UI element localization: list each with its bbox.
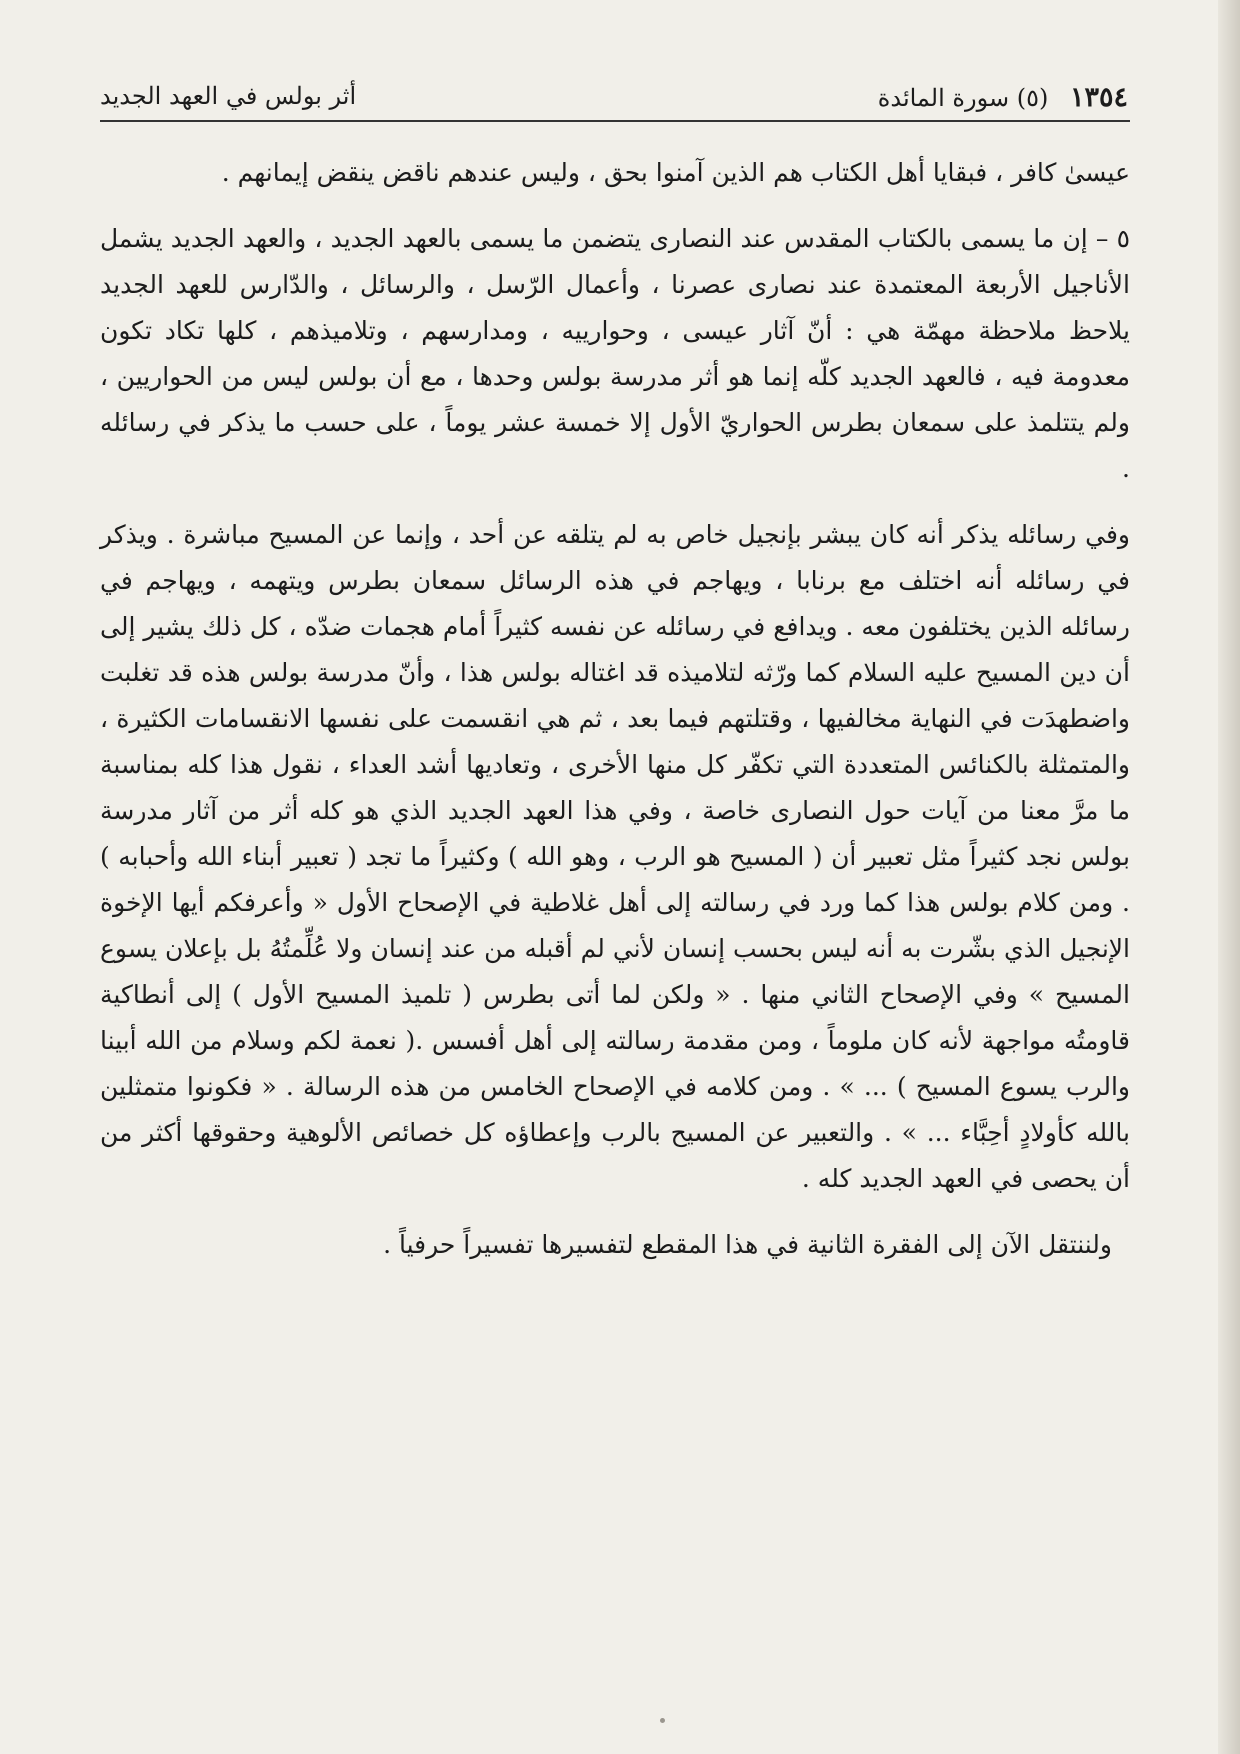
print-speck	[660, 1718, 665, 1723]
paragraph-continuation: عيسىٰ كافر ، فبقايا أهل الكتاب هم الذين آمنوا بحق ، وليس عندهم ناقض ينقض إيمانهم .	[221, 158, 1130, 187]
header-rule	[100, 120, 1130, 122]
header-right-group	[878, 82, 1128, 113]
paragraph-paul-letters: وفي رسائله يذكر أنه كان يبشر بإنجيل خاص به لم يتلقه عن أحد ، وإنما عن المسيح مباشرة . ويذكر في رسائله أنه اختلف مع برنابا ، ويهاجم في هذه الرسائل سمعان بطرس ويتهمه ، ويهاجم في رسائله الذين يختلفون معه . ويدافع في رسائله عن نفسه كثيراً أمام هجمات ضدّه ، كل ذلك يشير إلى أن دين المسيح عليه السلام كما ورّثه لتلاميذه قد اغتاله بولس هذا ، وأنّ مدرسة بولس هذه قد تغلبت واضطهدَت في النهاية مخالفيها ، وقتلتهم فيما بعد ، ثم هي انقسمت على نفسها الانقسامات الكثيرة ، والمتمثلة بالكنائس المتعددة التي تكفّر كل منها الأخرى ، وتعاديها أشد العداء ، نقول هذا كله بمناسبة ما مرَّ معنا من آيات حول النصارى خاصة ، وفي هذا العهد الجديد الذي هو كله أثر من آثار مدرسة بولس نجد كثيراً مثل تعبير أن ( المسيح هو الرب ، وهو الله ) وكثيراً ما تجد ( تعبير أبناء الله وأحبابه ) . ومن كلام بولس هذا كما ورد في رسالته إلى أهل غلاطية في الإصحاح الأول « وأعرفكم أيها الإخوة الإنجيل الذي بشّرت به أنه ليس بحسب إنسان لأني لم أقبله من عند إنسان ولا عُلِّمتُهُ بل بإعلان يسوع المسيح » وفي الإصحاح الثاني منها . « ولكن لما أتى بطرس ( تلميذ المسيح الأول ) إلى أنطاكية قاومتُه مواجهة لأنه كان ملوماً ، ومن مقدمة رسالته إلى أهل أفسس .( نعمة لكم وسلام من الله أبينا والرب يسوع المسيح ) ... » . ومن كلامه في الإصحاح الخامس من هذه الرسالة . « فكونوا متمثلين بالله كأولادٍ أحِبَّاء ... » . والتعبير عن المسيح بالرب وإعطاؤه كل خصائص الألوهية وحقوقها أكثر من أن يحصى في العهد الجديد كله .	[100, 520, 1130, 1193]
paragraph-point-5: ٥ – إن ما يسمى بالكتاب المقدس عند النصارى يتضمن ما يسمى بالعهد الجديد ، والعهد الجديد يشمل الأناجيل الأربعة المعتمدة عند نصارى عصرنا ، وأعمال الرّسل ، والرسائل ، والدّارس للعهد الجديد يلاحظ ملاحظة مهمّة هي : أنّ آثار عيسى ، وحوارييه ، ومدارسهم ، وتلاميذهم ، كلها تكاد تكون معدومة فيه ، فالعهد الجديد كلّه إنما هو أثر مدرسة بولس وحدها ، مع أن بولس ليس من الحواريين ، ولم يتتلمذ على سمعان بطرس الحواريّ الأول إلا خمسة عشر يوماً ، على حسب ما يذكر في رسائله .	[100, 224, 1130, 483]
body-text	[100, 150, 1130, 1288]
section-title: أثر بولس في العهد الجديد	[100, 82, 357, 110]
page-edge-shadow	[1218, 0, 1240, 1754]
page-number: ١٣٥٤	[1069, 82, 1128, 113]
paragraph-closing: ولننتقل الآن إلى الفقرة الثانية في هذا المقطع لتفسيرها تفسيراً حرفياً .	[383, 1230, 1112, 1259]
surah-label: (٥) سورة المائدة	[877, 84, 1049, 112]
running-header	[100, 82, 1128, 122]
